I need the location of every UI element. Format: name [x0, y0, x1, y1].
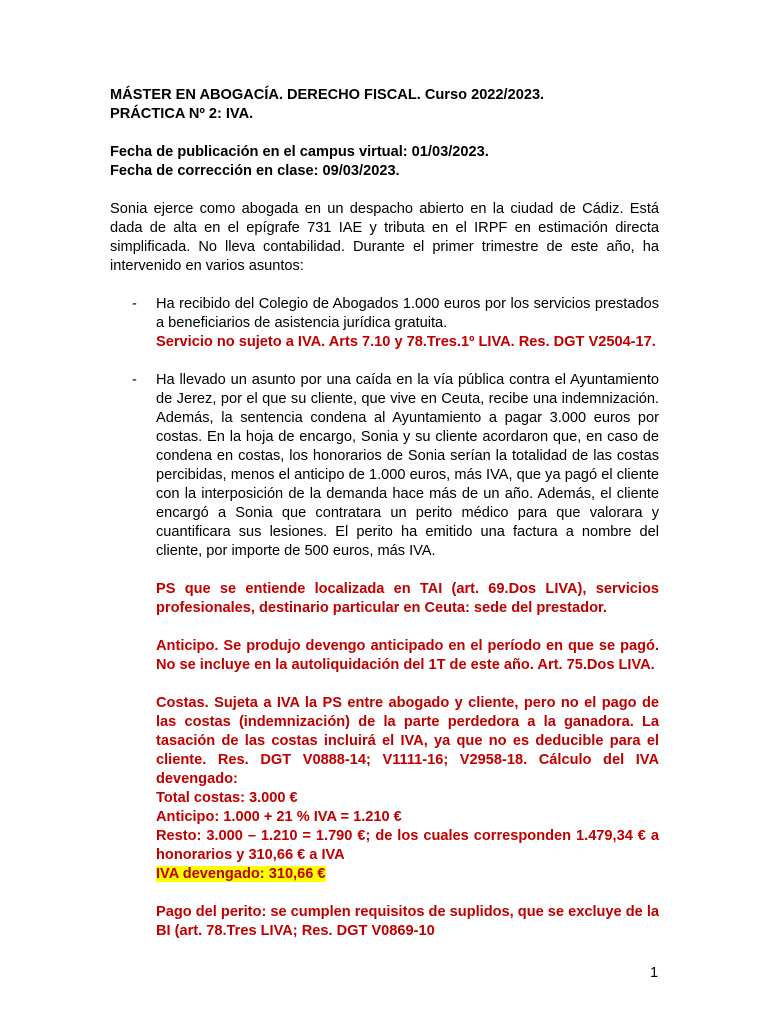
intro-paragraph: Sonia ejerce como abogada en un despacho abierto en la ciudad de Cádiz. Está dada de alta en el epígrafe 731 IAE y tributa en el IRPF en estimación directa simplificada. No lleva contabilidad. Durante el primer trimestre de este año, ha intervenido en varios asuntos: [110, 201, 659, 274]
bullet-text: Ha llevado un asunto por una caída en la vía pública contra el Ayuntamiento de Jerez, por el que su cliente, que vive en Ceuta, recibe una indemnización. Además, la sentencia condena al Ayuntamiento a pagar 3.000 euros por costas. En la hoja de encargo, Sonia y su cliente acordaron que, en caso de condena en costas, los honorarios de Sonia serían la totalidad de las costas percibidas, menos el anticipo de 1.000 euros, más IVA, que ya pagó el cliente con la interposición de la demanda hace más de un año. Además, el cliente encargó a Sonia que contratara un perito médico para que valorara y cuantificara sus lesiones. El perito ha emitido una factura a nombre del cliente, por importe de 500 euros, más IVA. [156, 372, 659, 559]
document-body [110, 86, 659, 941]
practice-title: PRÁCTICA Nº 2: IVA. [110, 106, 254, 122]
bullet-answer: Servicio no sujeto a IVA. Arts 7.10 y 78.Tres.1º LIVA. Res. DGT V2504-17. [156, 334, 656, 350]
answer-costas: Costas. Sujeta a IVA la PS entre abogado y cliente, pero no el pago de las costas (indemnización) de la parte perdedora a la ganadora. La tasación de las costas incluirá el IVA, ya que no es deducible para el cliente. Res. DGT V0888-14; V1111-16; V2958-18. Cálculo del IVA devengado: [156, 695, 659, 787]
answer-anticipo: Anticipo. Se produjo devengo anticipado en el período en que se pagó. No se incluye en la autoliquidación del 1T de este año. Art. 75.Dos LIVA. [156, 638, 659, 673]
answer-ps-localization: PS que se entiende localizada en TAI (art. 69.Dos LIVA), servicios profesionales, destinario particular en Ceuta: sede del prestador. [156, 581, 659, 616]
calc-iva-devengado-highlight: IVA devengado: 310,66 € [156, 866, 326, 882]
correction-date: Fecha de corrección en clase: 09/03/2023. [110, 163, 400, 179]
publication-date: Fecha de publicación en el campus virtual: 01/03/2023. [110, 144, 489, 160]
bullet-dash: - [132, 296, 137, 312]
list-item [110, 371, 659, 941]
calc-total-costas: Total costas: 3.000 € [156, 790, 298, 806]
course-title: MÁSTER EN ABOGACÍA. DERECHO FISCAL. Curso 2022/2023. [110, 87, 545, 103]
calc-resto: Resto: 3.000 – 1.210 = 1.790 €; de los cuales corresponden 1.479,34 € a honorarios y 310,66 € a IVA [156, 828, 659, 863]
page-number: 1 [650, 965, 659, 981]
bullet-text: Ha recibido del Colegio de Abogados 1.000 euros por los servicios prestados a beneficiarios de asistencia jurídica gratuita. [156, 296, 659, 331]
bullet-dash: - [132, 372, 137, 388]
list-item [110, 295, 659, 352]
calc-anticipo: Anticipo: 1.000 + 21 % IVA = 1.210 € [156, 809, 402, 825]
answer-perito: Pago del perito: se cumplen requisitos de suplidos, que se excluye de la BI (art. 78.Tres LIVA; Res. DGT V0869-10 [156, 904, 659, 939]
